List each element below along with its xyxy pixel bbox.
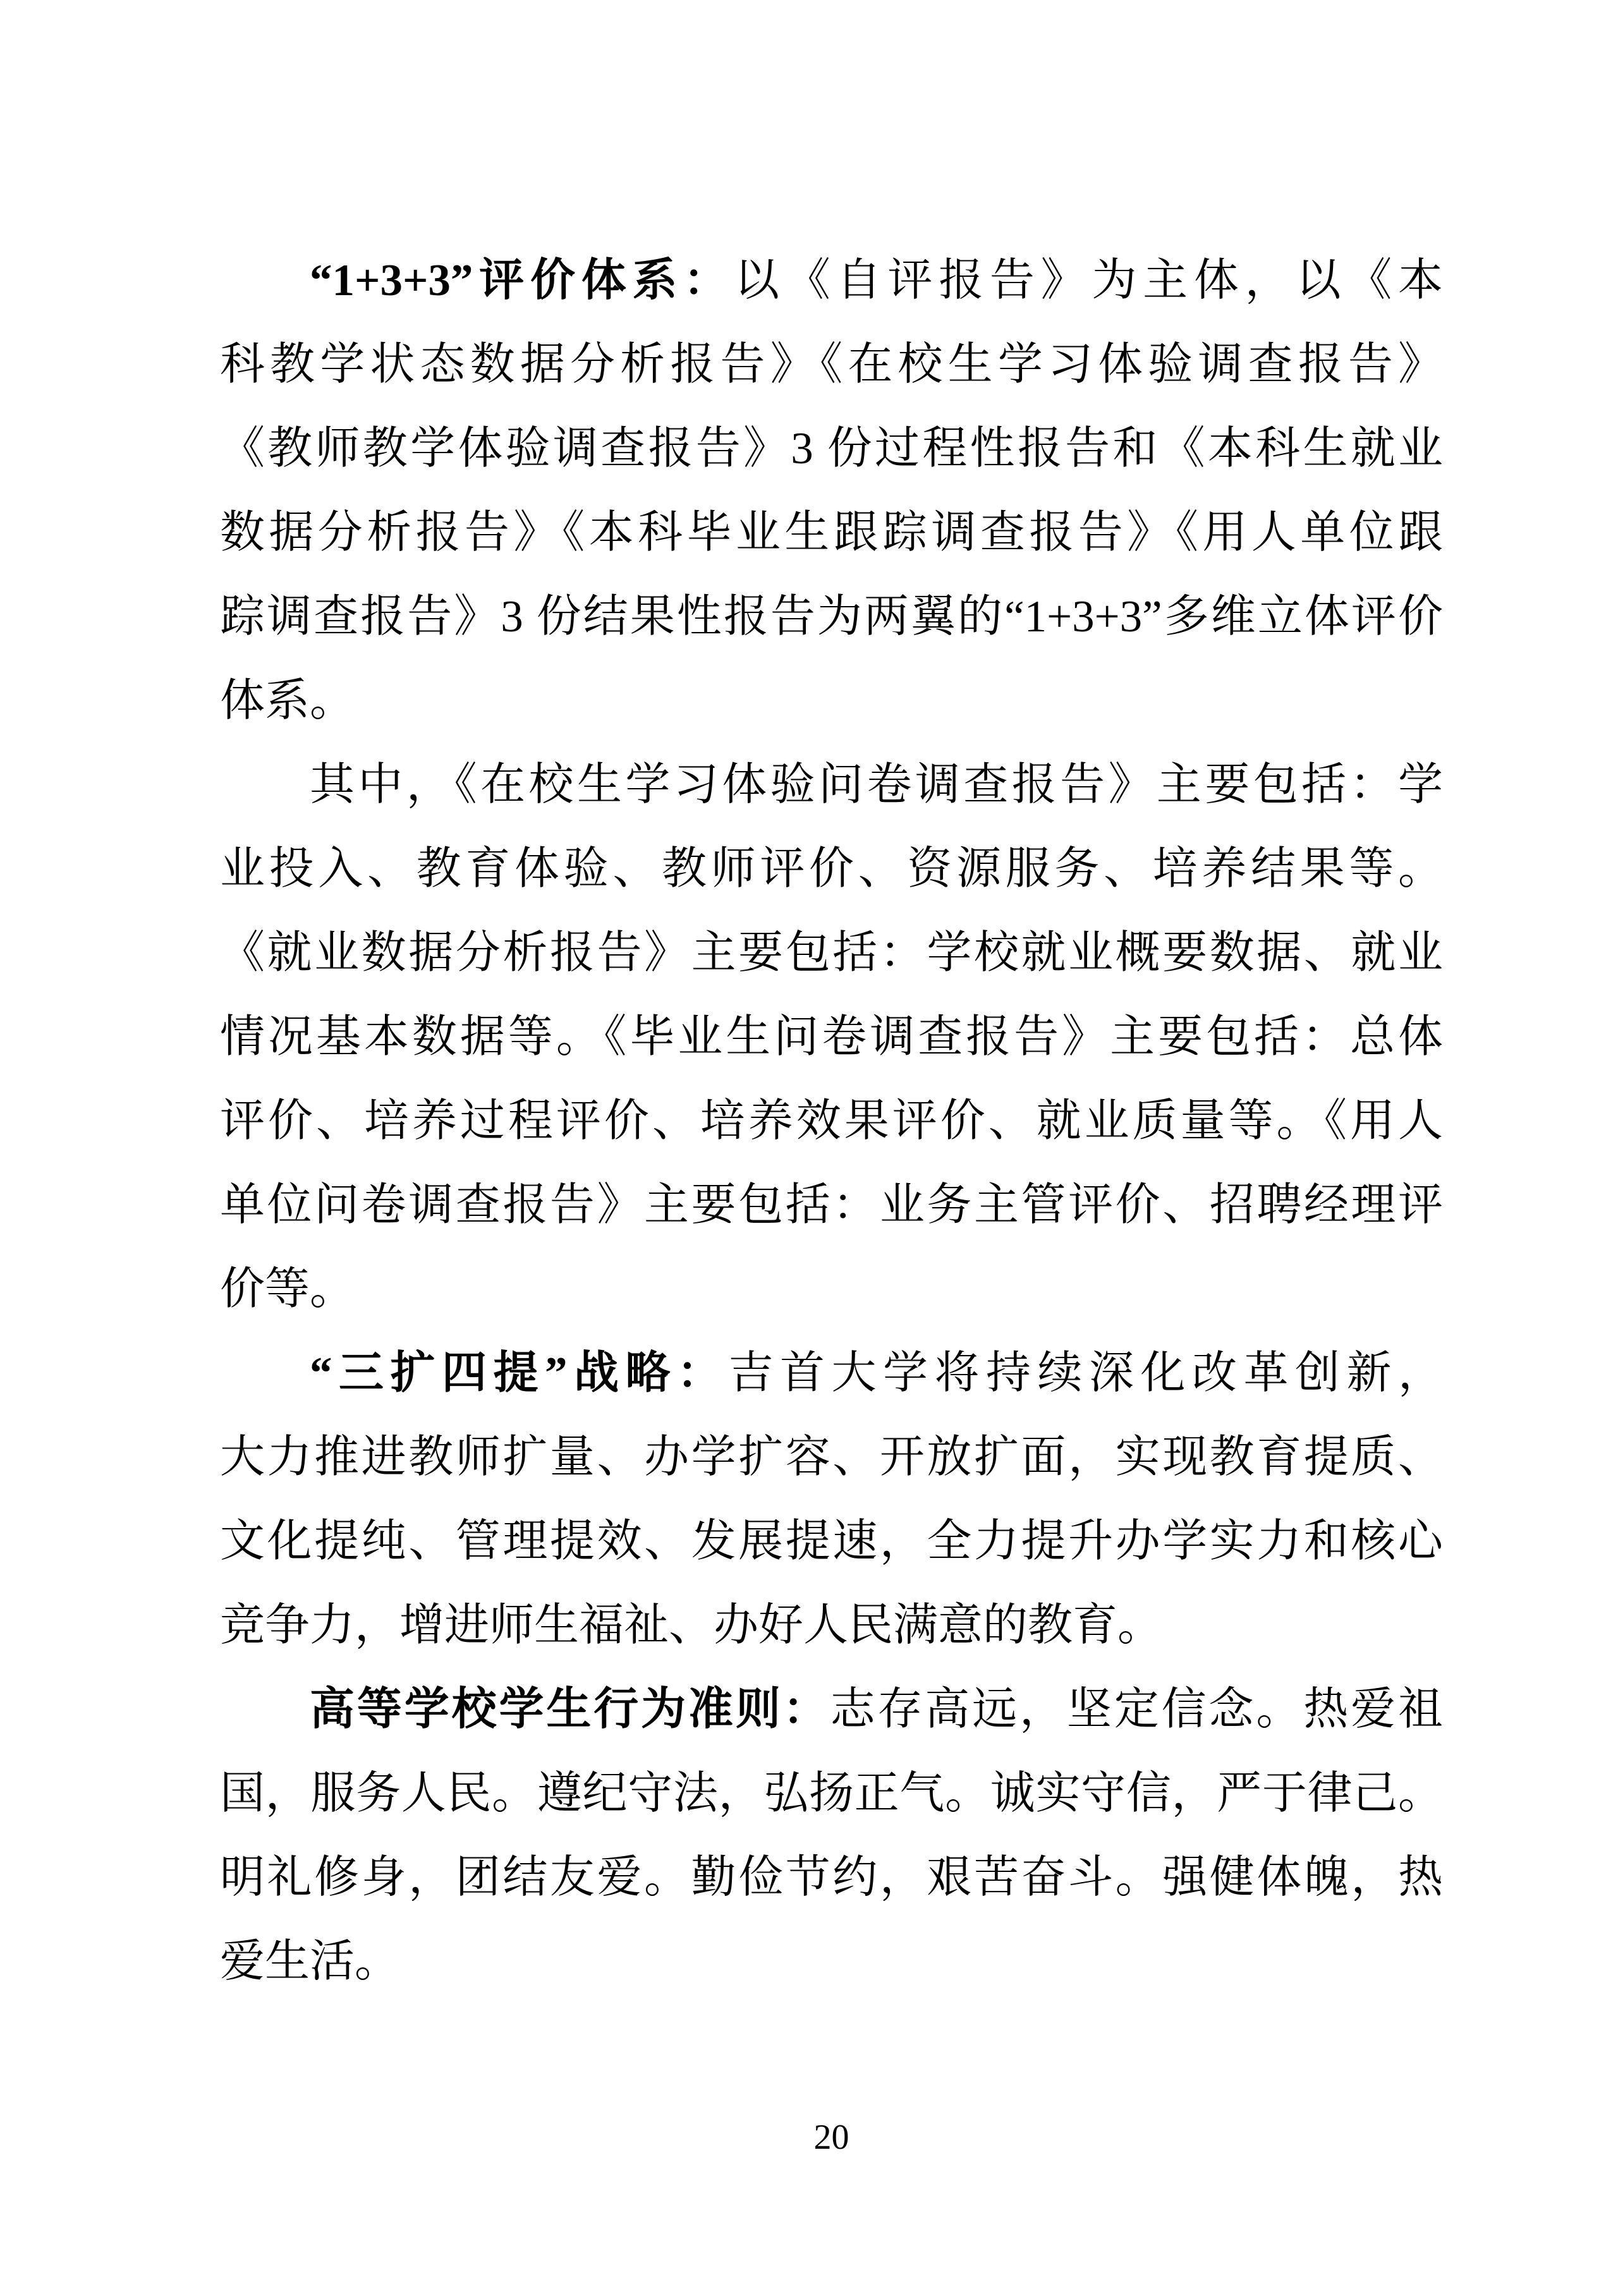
text-run: 吉首大学将持续深化改革创新，	[728, 1349, 1443, 1398]
text-run: 明礼修身，团结友爱。勤俭节约，艰苦奋斗。强健体魄，热	[220, 1853, 1443, 1902]
bold-text-run: “1+3+3”评价体系：	[310, 256, 735, 305]
text-line	[220, 911, 1443, 995]
bold-text-run: 高等学校学生行为准则：	[310, 1685, 830, 1734]
text-line	[220, 1332, 1443, 1416]
text-line	[220, 1163, 1443, 1248]
text-run: 文化提纯、管理提效、发展提速，全力提升办学实力和核心	[220, 1517, 1443, 1566]
paragraph-three-expand-four-improve-strategy	[220, 1332, 1443, 1668]
paragraph-student-code-of-conduct	[220, 1668, 1443, 2004]
page-number: 20	[813, 2118, 849, 2157]
text-run: 其中，《在校生学习体验问卷调查报告》主要包括：学	[310, 760, 1443, 810]
text-line	[220, 1079, 1443, 1163]
text-run: 情况基本数据等。《毕业生问卷调查报告》主要包括：总体	[220, 1012, 1443, 1062]
text-run: 科教学状态数据分析报告》《在校生学习体验调查报告》	[220, 340, 1443, 389]
text-line	[220, 575, 1443, 659]
text-run: 体系。	[220, 676, 355, 726]
text-run: 竞争力，增进师生福祉、办好人民满意的教育。	[220, 1601, 1163, 1650]
text-line	[220, 1752, 1443, 1836]
text-block	[220, 239, 1443, 2004]
text-run: 爱生活。	[220, 1937, 400, 1986]
text-line	[220, 407, 1443, 491]
text-run: 评价、培养过程评价、培养效果评价、就业质量等。《用人	[220, 1096, 1443, 1146]
text-line	[220, 995, 1443, 1079]
text-run: 数据分析报告》《本科毕业生跟踪调查报告》《用人单位跟	[220, 508, 1443, 557]
text-run: 《教师教学体验调查报告》3 份过程性报告和《本科生就业	[220, 424, 1443, 473]
text-run: 以《自评报告》为主体，以《本	[734, 256, 1443, 305]
text-line	[220, 1668, 1443, 1752]
text-run: 《就业数据分析报告》主要包括：学校就业概要数据、就业	[220, 928, 1443, 978]
bold-text-run: “三扩四提”战略：	[310, 1349, 729, 1398]
text-line	[220, 827, 1443, 911]
text-line	[220, 1836, 1443, 1920]
text-line	[220, 1416, 1443, 1500]
text-run: 踪调查报告》3 份结果性报告为两翼的“1+3+3”多维立体评价	[220, 592, 1443, 641]
paragraph-report-contents	[220, 743, 1443, 1332]
text-line	[220, 323, 1443, 407]
text-line	[220, 743, 1443, 827]
text-line	[220, 239, 1443, 323]
text-line	[220, 1500, 1443, 1584]
text-run: 大力推进教师扩量、办学扩容、开放扩面，实现教育提质、	[220, 1433, 1443, 1482]
text-line	[220, 659, 1443, 743]
text-run: 价等。	[220, 1265, 355, 1314]
text-run: 国，服务人民。遵纪守法，弘扬正气。诚实守信，严于律己。	[220, 1769, 1443, 1818]
text-line	[220, 1920, 1443, 2004]
text-run: 业投入、教育体验、教师评价、资源服务、培养结果等。	[220, 844, 1443, 894]
text-line	[220, 1248, 1443, 1332]
text-line	[220, 1584, 1443, 1668]
paragraph-evaluation-system	[220, 239, 1443, 743]
text-run: 志存高远，坚定信念。热爱祖	[830, 1685, 1443, 1734]
text-run: 单位问卷调查报告》主要包括：业务主管评价、招聘经理评	[220, 1181, 1443, 1230]
text-line	[220, 491, 1443, 575]
